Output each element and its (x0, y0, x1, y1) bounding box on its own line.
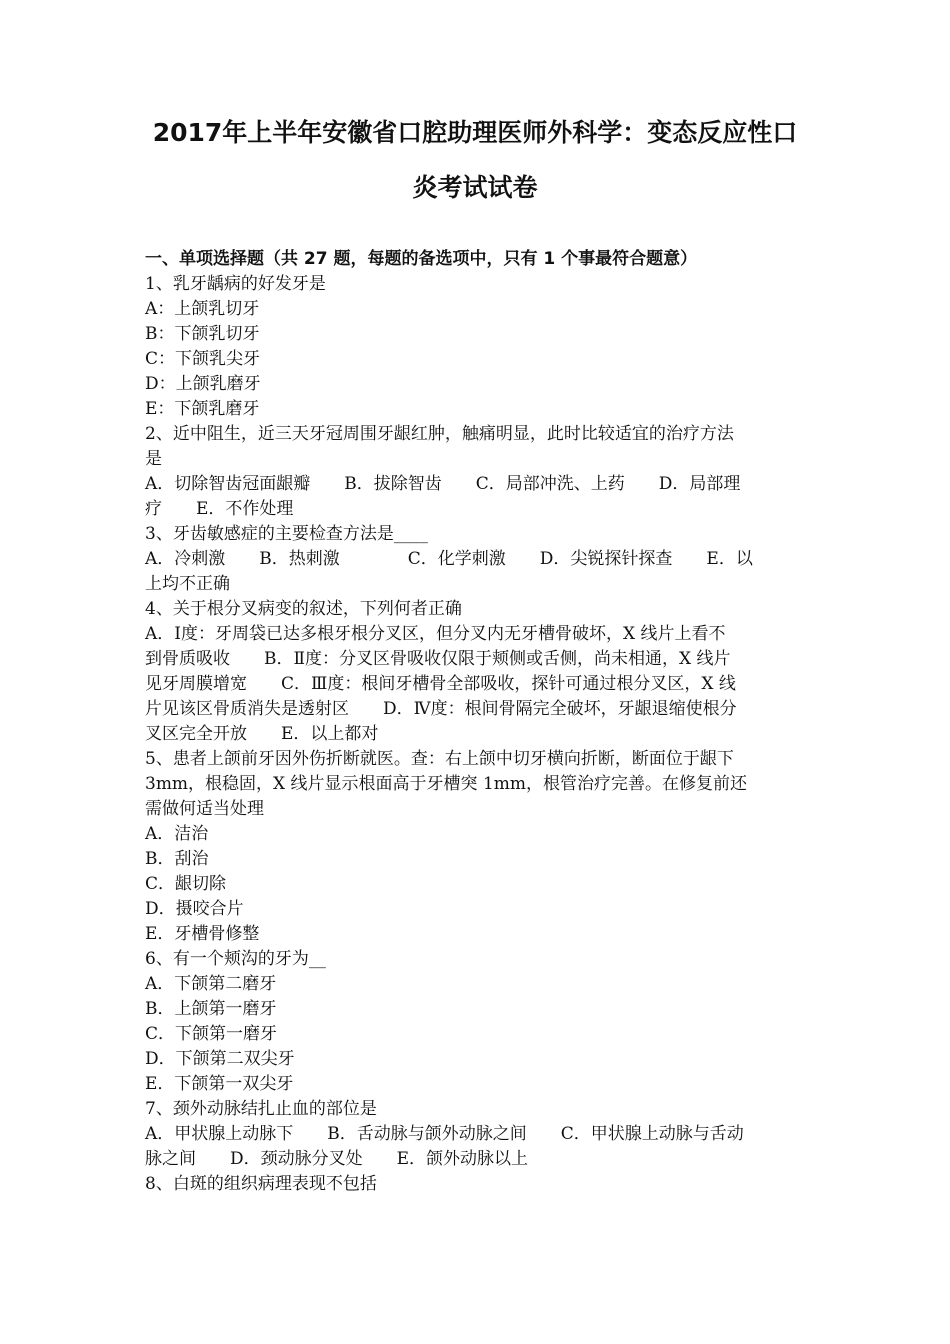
answer-options-inline: 脉之间 D．颈动脉分叉处 E．颌外动脉以上 (145, 1149, 529, 1169)
question-text: 7、颈外动脉结扎止血的部位是 (145, 1099, 377, 1119)
question-text: 需做何适当处理 (145, 799, 264, 819)
answer-options-inline: A．甲状腺上动脉下 B．舌动脉与颌外动脉之间 C．甲状腺上动脉与舌动 (145, 1124, 744, 1144)
answer-option: A．下颌第二磨牙 (145, 974, 277, 994)
answer-options-inline: A．Ⅰ度：牙周袋已达多根牙根分叉区，但分叉内无牙槽骨破坏，X 线片上看不 (145, 624, 726, 644)
question-text: 2、近中阻生，近三天牙冠周围牙龈红肿，触痛明显，此时比较适宜的治疗方法 (145, 424, 734, 444)
answer-option: B．刮治 (145, 849, 209, 869)
answer-options-inline: 叉区完全开放 E．以上都对 (145, 724, 379, 744)
document-title-line-1: 2017年上半年安徽省口腔助理医师外科学：变态反应性口 (152, 118, 798, 147)
answer-options-inline: 上均不正确 (145, 574, 230, 594)
answer-options-inline: 疗 E．不作处理 (145, 499, 294, 519)
answer-option: E．下颌第一双尖牙 (145, 1074, 294, 1094)
question-text: 8、白斑的组织病理表现不包括 (145, 1174, 377, 1194)
question-text: 4、关于根分叉病变的叙述，下列何者正确 (145, 599, 462, 619)
answer-option: C．龈切除 (145, 874, 227, 894)
answer-option: B：下颌乳切牙 (145, 324, 260, 344)
answer-option: D．下颌第二双尖牙 (145, 1049, 295, 1069)
answer-options-inline: 片见该区骨质消失是透射区 D．Ⅳ度：根间骨隔完全破坏，牙龈退缩使根分 (145, 699, 737, 719)
answer-option: D：上颌乳磨牙 (145, 374, 261, 394)
question-text: 1、乳牙龋病的好发牙是 (145, 274, 326, 294)
answer-option: B．上颌第一磨牙 (145, 999, 277, 1019)
answer-option: A．洁治 (145, 824, 209, 844)
question-text: 6、有一个颊沟的牙为__ (145, 949, 326, 969)
answer-option: E：下颌乳磨牙 (145, 399, 260, 419)
section-heading: 一、单项选择题（共 27 题，每题的备选项中，只有 1 个事最符合题意） (145, 249, 698, 269)
answer-option: C：下颌乳尖牙 (145, 349, 261, 369)
answer-options-inline: 到骨质吸收 B．Ⅱ度：分叉区骨吸收仅限于颊侧或舌侧，尚未相通，X 线片 (145, 649, 731, 669)
document-title-line-2: 炎考试试卷 (412, 173, 538, 202)
question-text: 5、患者上颌前牙因外伤折断就医。查：右上颌中切牙横向折断，断面位于龈下 (145, 749, 734, 769)
answer-options-inline: 见牙周膜增宽 C．Ⅲ度：根间牙槽骨全部吸收，探针可通过根分叉区，X 线 (145, 674, 736, 694)
answer-option: A：上颌乳切牙 (145, 299, 260, 319)
answer-options-inline: A．冷刺激 B．热刺激 C．化学刺激 D．尖锐探针探查 E．以 (145, 549, 753, 569)
question-text: 3、牙齿敏感症的主要检查方法是____ (145, 524, 428, 544)
answer-options-inline: A．切除智齿冠面龈瓣 B．拔除智齿 C．局部冲洗、上药 D．局部理 (145, 474, 741, 494)
question-text: 是 (145, 449, 162, 469)
answer-option: E．牙槽骨修整 (145, 924, 260, 944)
question-text: 3mm，根稳固，X 线片显示根面高于牙槽突 1mm，根管治疗完善。在修复前还 (145, 774, 748, 794)
answer-option: C．下颌第一磨牙 (145, 1024, 278, 1044)
answer-option: D．摄咬合片 (145, 899, 244, 919)
